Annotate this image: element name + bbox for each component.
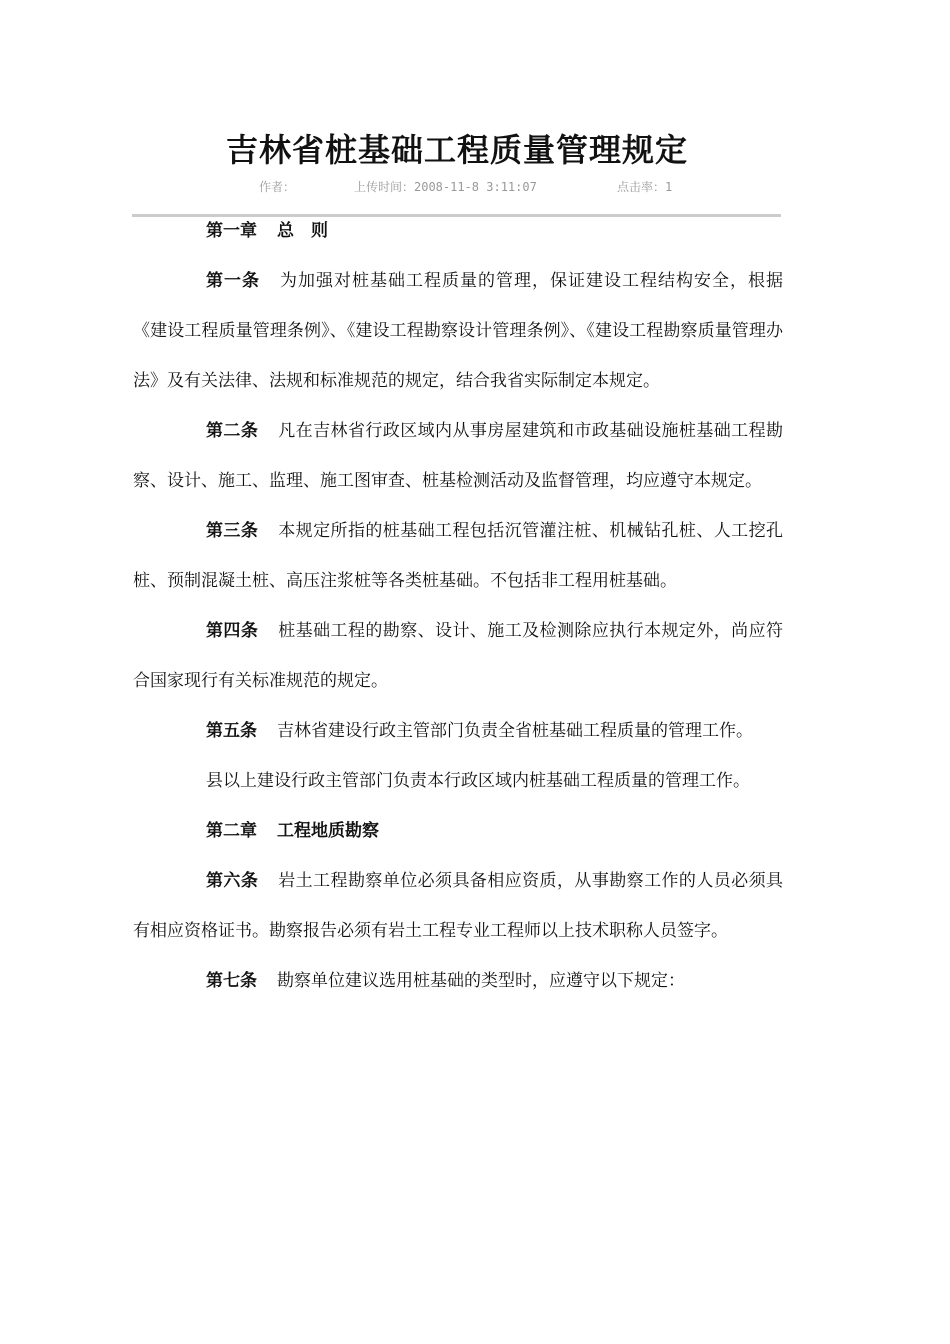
article-label: 第七条 (206, 971, 257, 991)
article-text: 凡在吉林省行政区域内从事房屋建筑和市政基础设施桩基础工程勘察、设计、施工、监理、施工图审查、桩基检测活动及监督管理，均应遵守本规定。 (133, 421, 784, 491)
article-label: 第二条 (206, 421, 259, 441)
chapter-label: 第一章 (206, 221, 257, 241)
article-label: 第四条 (206, 621, 259, 641)
article-label: 第一条 (206, 271, 260, 291)
chapter-heading-1 (133, 206, 783, 256)
article-text: 为加强对桩基础工程质量的管理，保证建设工程结构安全，根据《建设工程质量管理条例》、《建设工程勘察设计管理条例》、《建设工程勘察质量管理办法》及有关法律、法规和标准规范的规定，结合我省实际制定本规定。 (133, 271, 783, 391)
article-4 (133, 606, 783, 706)
upload-time: 上传时间：2008-11-8 3:11:07 (354, 180, 537, 194)
article-label: 第六条 (206, 871, 259, 891)
click-count: 点击率：1 (617, 180, 673, 194)
article-6 (133, 856, 783, 956)
article-label: 第三条 (206, 521, 259, 541)
article-label: 第五条 (206, 721, 257, 741)
chapter-name: 总 则 (277, 221, 328, 241)
author-label: 作者： (259, 180, 296, 194)
chapter-label: 第二章 (206, 821, 257, 841)
document-meta (0, 178, 950, 196)
article-3 (133, 506, 783, 606)
article-2 (133, 406, 783, 506)
article-1 (133, 256, 783, 406)
article-text: 岩土工程勘察单位必须具备相应资质，从事勘察工作的人员必须具有相应资格证书。勘察报告必须有岩土工程专业工程师以上技术职称人员签字。 (133, 871, 784, 941)
document-body (133, 206, 783, 1006)
article-5-paragraph-2: 县以上建设行政主管部门负责本行政区域内桩基础工程质量的管理工作。 (206, 771, 750, 791)
chapter-name: 工程地质勘察 (277, 821, 379, 841)
article-5 (133, 706, 783, 756)
page-title: 吉林省桩基础工程质量管理规定 (225, 131, 688, 169)
article-text: 勘察单位建议选用桩基础的类型时，应遵守以下规定： (277, 971, 685, 991)
article-text: 本规定所指的桩基础工程包括沉管灌注桩、机械钻孔桩、人工挖孔桩、预制混凝土桩、高压注浆桩等各类桩基础。不包括非工程用桩基础。 (133, 521, 784, 591)
article-text: 桩基础工程的勘察、设计、施工及检测除应执行本规定外，尚应符合国家现行有关标准规范的规定。 (133, 621, 784, 691)
article-7 (133, 956, 783, 1006)
chapter-heading-2 (133, 806, 783, 856)
article-text: 吉林省建设行政主管部门负责全省桩基础工程质量的管理工作。 (277, 721, 753, 741)
